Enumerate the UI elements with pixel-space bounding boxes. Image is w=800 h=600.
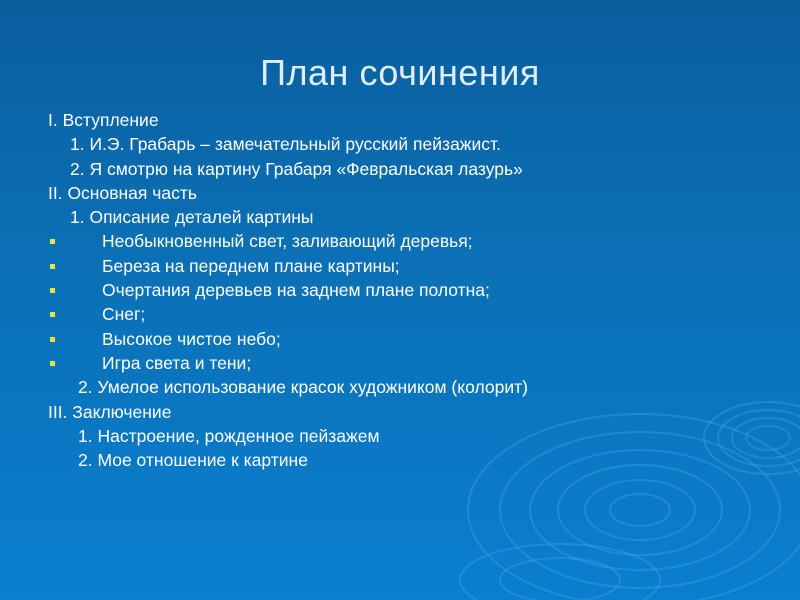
outline-bullet xyxy=(48,278,788,302)
outline-item xyxy=(48,157,788,181)
outline-item xyxy=(48,205,788,229)
outline-item xyxy=(48,132,788,156)
outline-text: 1. Настроение, рожденное пейзажем xyxy=(78,425,380,446)
square-bullet-icon xyxy=(50,312,55,317)
outline-bullet xyxy=(48,327,788,351)
outline-item2 xyxy=(48,448,788,472)
outline-text: 2. Умелое использование красок художником (колорит) xyxy=(78,377,528,398)
outline-text: I. Вступление xyxy=(48,110,159,130)
outline-text: 1. И.Э. Грабарь – замечательный русский пейзажист. xyxy=(70,134,501,155)
outline-text: Очертания деревьев на заднем плане полотна; xyxy=(102,280,490,301)
square-bullet-icon xyxy=(50,264,55,269)
outline-text: III. Заключение xyxy=(48,401,172,422)
outline-text: 2. Мое отношение к картине xyxy=(78,450,308,471)
outline-text: 2. Я смотрю на картину Грабаря «Февральская лазурь» xyxy=(70,158,523,179)
outline-bullet xyxy=(48,302,788,326)
outline-bullet xyxy=(48,229,788,253)
outline-text: Береза на переднем плане картины; xyxy=(102,255,400,276)
outline-section xyxy=(48,181,788,205)
outline-bullet xyxy=(48,351,788,375)
outline-text: Высокое чистое небо; xyxy=(102,328,281,349)
outline-item2 xyxy=(48,424,788,448)
essay-plan-outline xyxy=(48,108,788,472)
slide-title: План сочинения xyxy=(260,52,540,93)
square-bullet-icon xyxy=(50,337,55,342)
outline-text: 1. Описание деталей картины xyxy=(70,207,314,228)
outline-item2 xyxy=(48,375,788,399)
outline-section xyxy=(48,400,788,424)
outline-text: Снег; xyxy=(102,304,146,325)
square-bullet-icon xyxy=(50,361,55,366)
outline-text: II. Основная часть xyxy=(48,182,197,203)
outline-text: Необыкновенный свет, заливающий деревья; xyxy=(102,231,473,252)
outline-section xyxy=(48,108,788,132)
outline-text: Игра света и тени; xyxy=(102,352,252,373)
square-bullet-icon xyxy=(50,288,55,293)
square-bullet-icon xyxy=(50,239,55,244)
outline-bullet xyxy=(48,254,788,278)
